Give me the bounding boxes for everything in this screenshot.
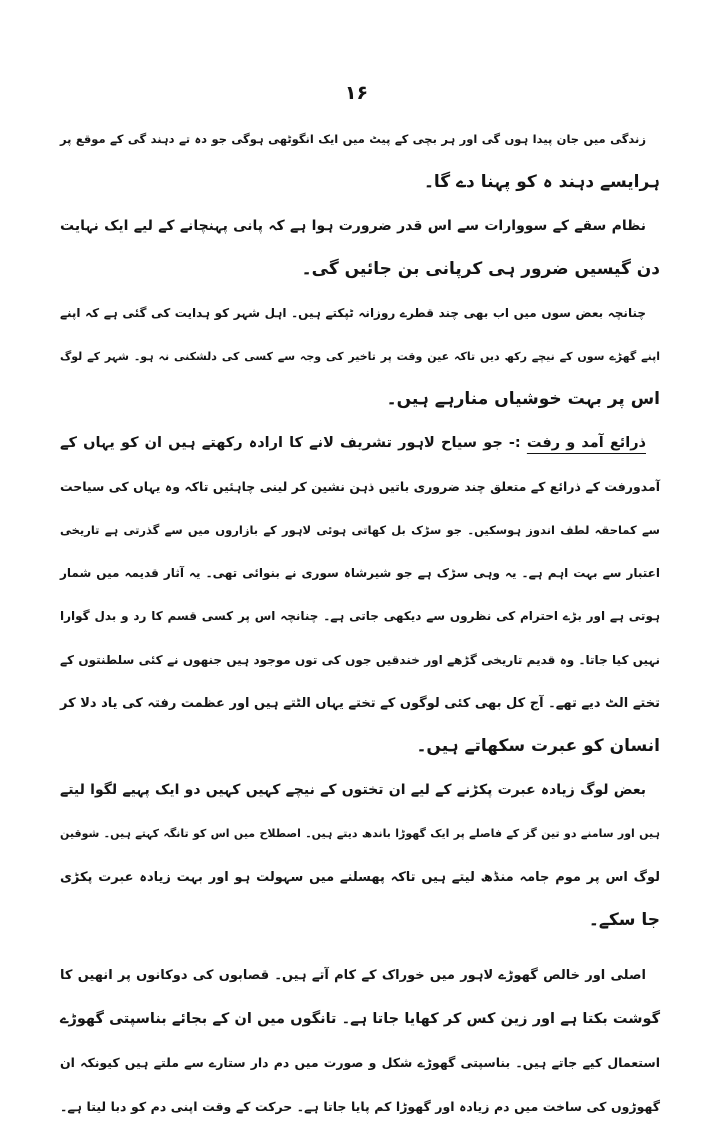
page-number: ۱۶ bbox=[344, 82, 369, 104]
text-line: نہیں کیا جاتا۔ وہ قدیم تاریخی گڑھے اور خندقیں جوں کی توں موجود ہیں جنھوں نے کئی سلطنتوں کے bbox=[60, 652, 660, 667]
text-line: اپنے گھڑے سوں کے نیچے رکھ دیں تاکہ عین وقت پر تاخیر کی وجہ سے کسی کی دلشکنی نہ ہو۔ شہر کے لوگ bbox=[60, 349, 660, 363]
text-line: اصلی اور خالص گھوڑے لاہور میں خوراک کے کام آتے ہیں۔ قصابوں کی دوکانوں پر انھیں کا bbox=[60, 968, 646, 984]
text-line: گوشت بکتا ہے اور زین کس کر کھایا جاتا ہے۔ تانگوں میں ان کے بجائے بناسپتی گھوڑے bbox=[60, 1010, 660, 1027]
text-line: تختے الٹ دیے تھے۔ آج کل بھی کئی لوگوں کے تختے یہاں الٹتے ہیں اور عظمت رفتہ کی یاد دلا کر bbox=[60, 696, 660, 712]
text-line: جا سکے۔ bbox=[588, 910, 660, 931]
text-line: اس پر بہت خوشیاں منارہے ہیں۔ bbox=[386, 389, 660, 410]
section-heading: ذرائع آمد و رفت bbox=[526, 434, 646, 451]
text-line: چنانچہ بعض سوں میں اب بھی چند قطرے روزانہ ٹپکتے ہیں۔ اہل شہر کو ہدایت کی گئی ہے کہ اپنے bbox=[60, 305, 646, 320]
text-line: بعض لوگ زیادہ عبرت پکڑنے کے لیے ان تختوں کے نیچے کہیں کہیں دو ایک پہیے لگوا لیتے bbox=[60, 781, 646, 798]
text-line: ہیں اور سامنے دو تین گز کے فاصلے پر ایک گھوڑا باندھ دیتے ہیں۔ اصطلاح میں اس کو تانگہ کہتے ہیں۔ شوقین bbox=[60, 827, 660, 841]
page-body bbox=[60, 118, 660, 1128]
text-line: ہرایسے دہند ہ کو پہنا دے گا۔ bbox=[423, 172, 660, 193]
section-heading-line: ذرائع آمد و رفت :- جو سیاح لاہور تشریف لانے کا ارادہ رکھتے ہیں ان کو یہاں کے bbox=[60, 434, 646, 451]
text-line: دن گیسیں ضرور ہی کرپانی بن جائیں گی۔ bbox=[301, 259, 660, 280]
text-line: استعمال کیے جاتے ہیں۔ بناسپتی گھوڑے شکل و صورت میں دم دار ستارے سے ملتے ہیں کیونکہ ان bbox=[60, 1055, 660, 1071]
text-line: گھوڑوں کی ساخت میں دم زیادہ اور گھوڑا کم پایا جاتا ہے۔ حرکت کے وقت اپنی دم کو دبا لیتا ہے۔ bbox=[60, 1098, 660, 1114]
text-line: اعتبار سے بہت اہم ہے۔ یہ وہی سڑک ہے جو شیرشاہ سوری نے بنوائی تھی۔ یہ آثار قدیمہ میں شمار bbox=[60, 565, 660, 580]
text-line: انسان کو عبرت سکھاتے ہیں۔ bbox=[416, 736, 660, 757]
text-line: سے کماحقہ لطف اندوز ہوسکیں۔ جو سڑک بل کھاتی ہوئی لاہور کے بازاروں میں سے گذرتی ہے تاریخی bbox=[60, 522, 660, 537]
text-line: آمدورفت کے ذرائع کے متعلق چند ضروری باتیں ذہن نشین کر لینی چاہئیں تاکہ وہ یہاں کی سیاحت bbox=[60, 479, 660, 495]
text-line: زندگی میں جان پیدا ہوں گی اور ہر بچی کے پیٹ میں ایک انگوٹھی ہوگی جو دہ تے دہند گی کے موقع پر bbox=[60, 132, 646, 146]
text-line: نظام سقے کے سووارات سے اس قدر ضرورت ہوا ہے کہ پانی پہنچانے کے لیے ایک نہایت bbox=[60, 217, 646, 234]
text-line: لوگ اس پر موم جامہ منڈھ لیتے ہیں تاکہ پھسلنے میں سہولت ہو اور بہت زیادہ عبرت پکڑی bbox=[60, 869, 660, 885]
text-line: ہوتی ہے اور بڑے احترام کی نظروں سے دیکھی جاتی ہے۔ چنانچہ اس پر کسی قسم کا رد و بدل گوارا bbox=[60, 609, 660, 624]
